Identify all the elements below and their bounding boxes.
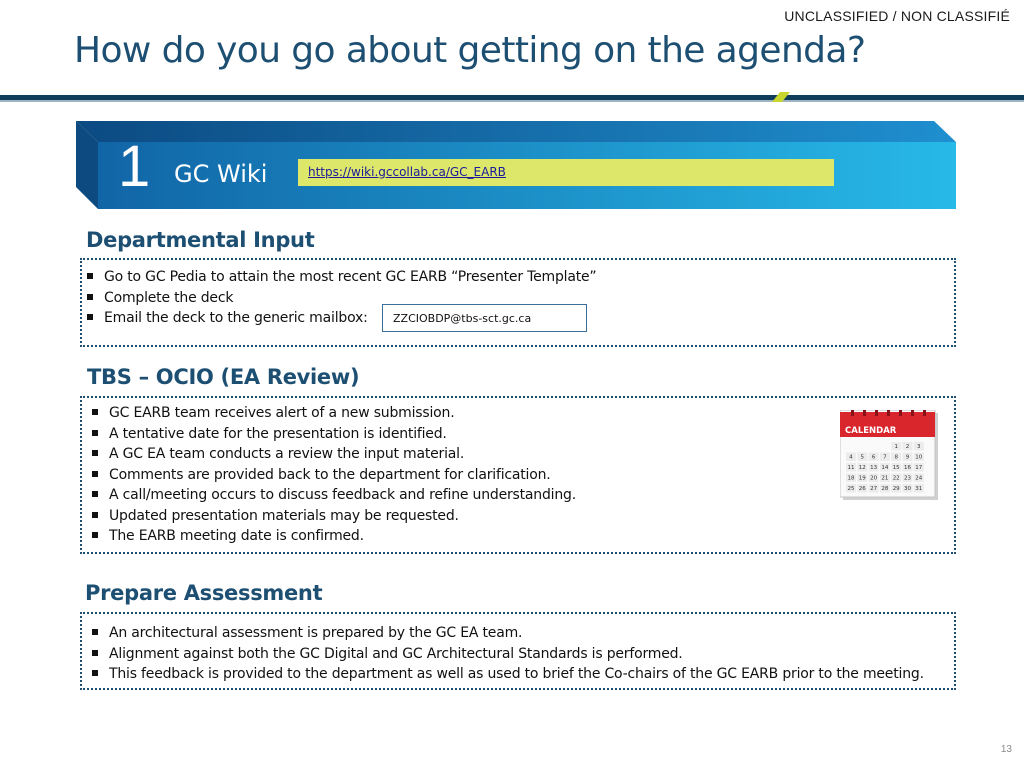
calendar-day: 13: [870, 465, 878, 471]
list-item: GC EARB team receives alert of a new submission.: [89, 403, 576, 424]
mailbox-address: ZZCIOBDP@tbs-sct.gc.ca: [382, 304, 587, 332]
calendar-day: 31: [915, 486, 923, 492]
list-item: Comments are provided back to the department for clarification.: [89, 465, 576, 486]
list-item: Updated presentation materials may be requested.: [89, 506, 576, 527]
list-item: An architectural assessment is prepared by the GC EA team.: [89, 623, 924, 644]
calendar-day: 23: [904, 475, 911, 482]
section-heading-departmental: Departmental Input: [86, 228, 315, 252]
list-item: A tentative date for the presentation is identified.: [89, 424, 576, 445]
calendar-icon: [840, 410, 938, 500]
calendar-day: 16: [904, 465, 911, 471]
calendar-day: 11: [847, 465, 855, 471]
list-item: This feedback is provided to the department as well as used to brief the Co-chairs of the GC EARB prior to the meeting.: [89, 664, 924, 685]
page-number: 13: [1000, 744, 1012, 755]
calendar-day: 8: [894, 454, 898, 461]
calendar-day: 29: [892, 486, 900, 492]
calendar-day: 3: [917, 444, 921, 450]
calendar-day: 14: [881, 465, 889, 471]
calendar-day: 22: [892, 475, 900, 482]
calendar-day: 24: [915, 475, 923, 482]
calendar-day: 19: [858, 475, 866, 482]
classification-label: UNCLASSIFIED / NON CLASSIFIÉ: [784, 8, 1010, 24]
list-item: Go to GC Pedia to attain the most recent GC EARB “Presenter Template”: [84, 267, 597, 288]
calendar-day: 27: [870, 486, 878, 492]
review-list: [89, 403, 576, 547]
calendar-day: 30: [904, 486, 911, 492]
calendar-day: 21: [881, 475, 889, 482]
list-item: Email the deck to the generic mailbox:: [84, 308, 597, 329]
step-number: 1: [118, 134, 151, 199]
section-heading-assessment: Prepare Assessment: [85, 581, 323, 605]
calendar-day: 15: [892, 465, 900, 471]
calendar-day: 5: [860, 454, 865, 461]
calendar-day: 17: [915, 465, 923, 471]
calendar-day: 7: [883, 454, 887, 461]
step-label: GC Wiki: [174, 160, 268, 188]
calendar-day: 18: [847, 475, 855, 482]
list-item: Complete the deck: [84, 288, 597, 309]
calendar-day: 12: [858, 465, 866, 471]
calendar-day: 20: [870, 475, 878, 482]
assessment-list: [89, 623, 924, 685]
calendar-day: 9: [905, 454, 910, 461]
page-title: How do you go about getting on the agenda?: [74, 30, 866, 71]
calendar-day: 6: [871, 454, 876, 461]
calendar-day: 4: [849, 454, 853, 461]
section-heading-review: TBS – OCIO (EA Review): [87, 365, 360, 389]
list-item: Alignment against both the GC Digital and GC Architectural Standards is performed.: [89, 644, 924, 665]
list-item: A GC EA team conducts a review the input material.: [89, 444, 576, 465]
calendar-day: 1: [894, 444, 898, 450]
wiki-link[interactable]: https://wiki.gccollab.ca/GC_EARB: [298, 159, 834, 186]
calendar-day: 25: [847, 486, 855, 492]
calendar-title: CALENDAR: [845, 426, 897, 436]
calendar-day: 26: [858, 486, 866, 492]
calendar-day: 10: [915, 454, 923, 461]
calendar-day: 2: [905, 444, 910, 450]
header-divider: [0, 92, 1024, 102]
list-item: A call/meeting occurs to discuss feedback and refine understanding.: [89, 485, 576, 506]
calendar-day: 28: [881, 486, 889, 492]
list-item: The EARB meeting date is confirmed.: [89, 526, 576, 547]
